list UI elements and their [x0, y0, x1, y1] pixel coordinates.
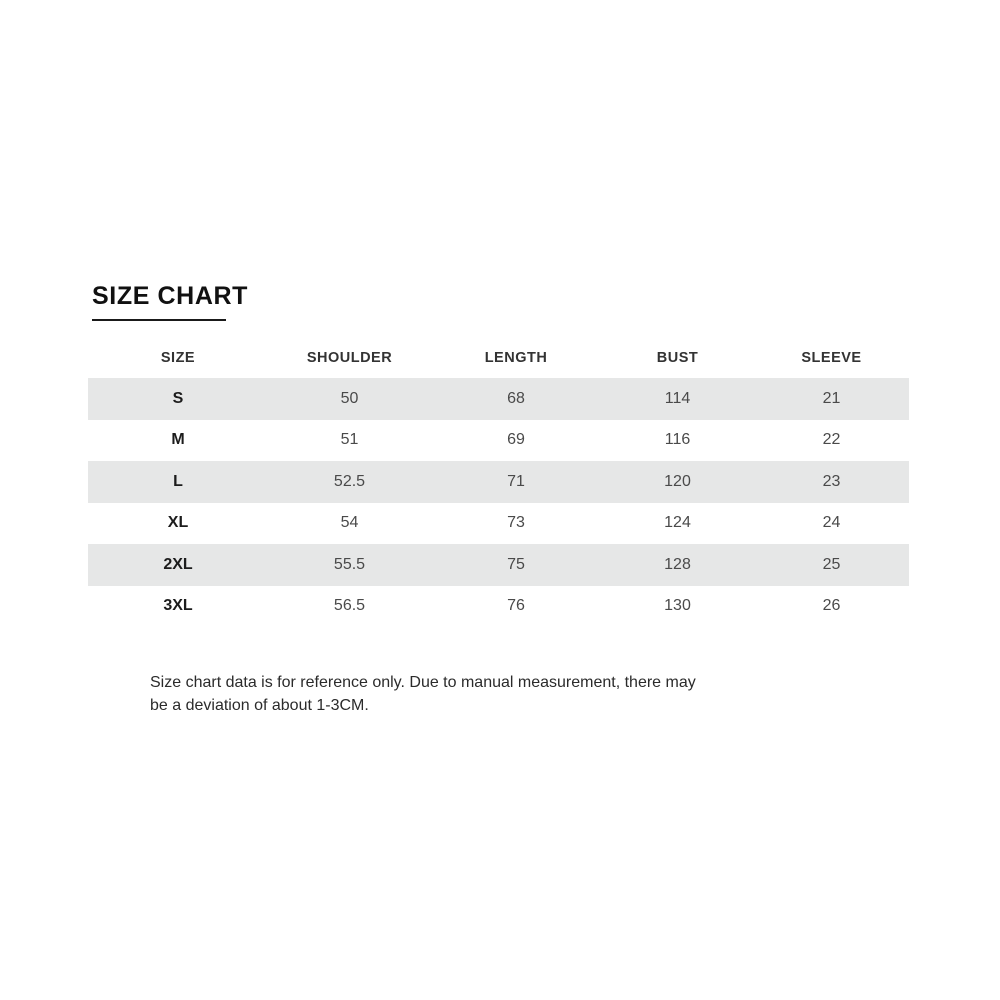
cell-length: 68	[507, 389, 525, 407]
cell-size: 3XL	[163, 597, 193, 615]
cell-size: L	[173, 472, 183, 490]
column-header-bust: BUST	[601, 338, 754, 378]
table-row	[88, 544, 909, 586]
cell-sleeve: 22	[822, 431, 841, 449]
cell-sleeve: 25	[822, 555, 841, 573]
footnote-line-2: be a deviation of about 1-3CM.	[150, 696, 369, 714]
cell-bust: 114	[664, 389, 691, 407]
column-header-size: SIZE	[88, 338, 268, 378]
cell-bust: 116	[664, 431, 691, 449]
cell-length: 69	[507, 431, 525, 449]
cell-size: 2XL	[163, 555, 193, 573]
table-header-row	[88, 338, 909, 378]
table-row	[88, 378, 909, 420]
cell-size: XL	[167, 514, 189, 532]
cell-shoulder: 50	[340, 389, 359, 407]
table-header	[88, 338, 909, 378]
cell-bust: 130	[664, 597, 691, 615]
cell-sleeve: 23	[822, 472, 841, 490]
size-chart-table	[88, 338, 909, 627]
cell-shoulder: 52.5	[333, 472, 366, 490]
title-block	[92, 281, 492, 321]
cell-shoulder: 55.5	[333, 555, 366, 573]
column-header-shoulder: SHOULDER	[268, 338, 431, 378]
cell-sleeve: 26	[822, 597, 841, 615]
cell-shoulder: 54	[340, 514, 359, 532]
cell-length: 73	[507, 514, 525, 532]
cell-sleeve: 24	[822, 514, 841, 532]
cell-length: 71	[507, 472, 525, 490]
footnote-disclaimer	[150, 672, 810, 717]
column-header-length: LENGTH	[431, 338, 601, 378]
table-row	[88, 461, 909, 503]
cell-size: M	[171, 431, 185, 449]
table-row	[88, 586, 909, 628]
footnote-line-1: Size chart data is for reference only. Due to manual measurement, there may	[150, 674, 696, 691]
cell-bust: 120	[664, 472, 691, 490]
cell-length: 75	[507, 555, 525, 573]
cell-sleeve: 21	[822, 389, 841, 407]
cell-bust: 128	[664, 555, 691, 573]
title-underline-rule	[92, 319, 226, 321]
cell-shoulder: 51	[340, 431, 359, 449]
cell-shoulder: 56.5	[333, 597, 366, 615]
cell-length: 76	[507, 597, 525, 615]
cell-size: S	[172, 389, 184, 407]
page-title: SIZE CHART	[92, 282, 248, 310]
cell-bust: 124	[664, 514, 691, 532]
table-body	[88, 378, 909, 627]
table-row	[88, 503, 909, 545]
table-row	[88, 420, 909, 462]
column-header-sleeve: SLEEVE	[754, 338, 909, 378]
